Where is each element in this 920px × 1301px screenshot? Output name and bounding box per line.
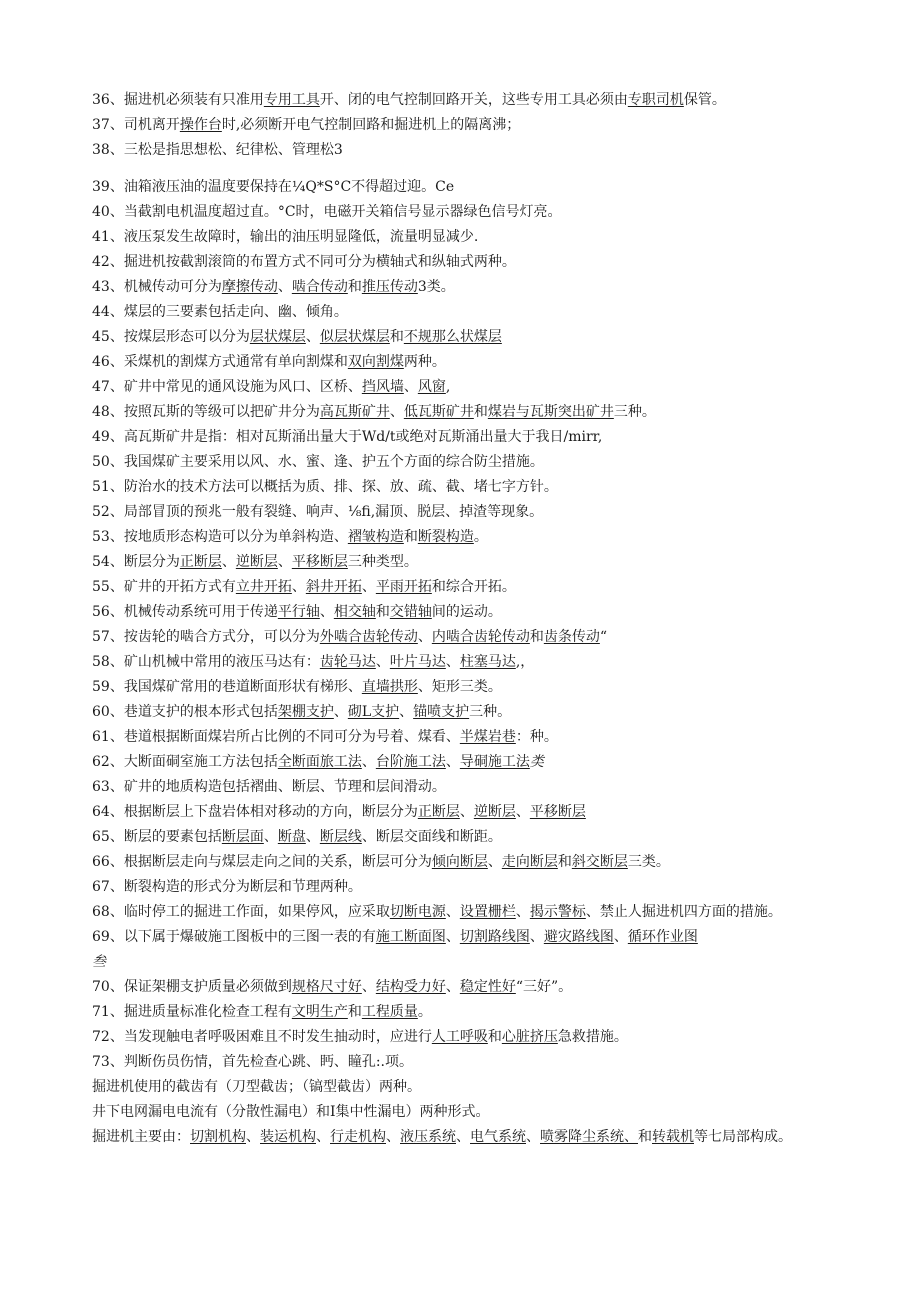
underlined-answer: 挡风墙	[361, 379, 404, 395]
italic-text: 类	[529, 754, 544, 770]
text-line	[92, 825, 832, 850]
line-text: 、禁止人掘进机四方面的措施。	[585, 904, 782, 920]
line-text: 、	[445, 904, 460, 920]
text-line	[92, 1100, 832, 1125]
underlined-answer: 正断层	[417, 804, 460, 820]
line-text: 、	[529, 929, 544, 945]
line-text: 间的运动。	[431, 604, 502, 620]
line-text: 、	[613, 929, 628, 945]
line-text: 三种。	[469, 704, 512, 720]
text-line	[92, 700, 832, 725]
line-text: 51、防治水的技术方法可以概括为质、排、探、放、疏、截、堵七字方针。	[92, 479, 558, 495]
underlined-answer: 叶片马达	[389, 654, 446, 670]
line-text: 39、油箱液压油的温度要保持在	[92, 179, 292, 195]
line-text: 等七局部构成。	[694, 1129, 792, 1145]
text-line	[92, 475, 832, 500]
line-text: 和	[638, 1129, 652, 1145]
line-text: 掘进机使用的截齿有（刀型截齿；（镐型截齿）两种。	[92, 1079, 421, 1095]
line-text: 47、矿井中常见的通风设施为风口、区桥、	[92, 379, 362, 395]
line-text: “三好”。	[515, 979, 573, 995]
line-text: ,，	[515, 654, 535, 670]
underlined-answer: 行走机构	[330, 1129, 386, 1145]
underlined-answer: 揭示警标	[529, 904, 586, 920]
line-text: 和综合开拓。	[431, 579, 516, 595]
line-text: 、	[389, 404, 404, 420]
paragraph-gap	[92, 163, 832, 175]
line-text: 时,必须断开电气控制回路和掘进机上的隔离沸；	[221, 117, 521, 133]
line-text: 保管。	[683, 92, 726, 108]
underlined-answer: 人工呼吸	[431, 1029, 488, 1045]
line-text: ：种。	[515, 729, 558, 745]
line-text: 、矩形三类。	[417, 679, 502, 695]
line-text: 64、根据断层上下盘岩体相对移动的方向，断层分为	[92, 804, 418, 820]
underlined-answer: 专用工具	[263, 92, 320, 108]
line-text: 69、以下属于爆破施工图板中的三图一表的有	[92, 929, 376, 945]
underlined-answer: 齿轮马达	[319, 654, 376, 670]
line-text: 72、当发现触电者呼吸困难且不时发生抽动时，应进行	[92, 1029, 432, 1045]
underlined-answer: 避灾路线图	[543, 929, 614, 945]
underlined-answer: 相交轴	[333, 604, 376, 620]
underlined-answer: 锚喷支护	[413, 704, 470, 720]
underlined-answer: 切断电源	[389, 904, 446, 920]
underlined-answer: 规格尺寸好	[291, 979, 362, 995]
line-text: 73、判断伤员伤情，首先检查心跳、眄、瞳孔:.项。	[92, 1054, 413, 1070]
text-line	[92, 800, 832, 825]
text-line	[92, 550, 832, 575]
underlined-answer: 走向断层	[501, 854, 558, 870]
underlined-answer: 逆断层	[473, 804, 516, 820]
line-text: 70、保证架棚支护质量必须做到	[92, 979, 292, 995]
line-text: 53、按地质形态构造可以分为单斜构造、	[92, 529, 348, 545]
line-text: 67、断裂构造的形式分为断层和节理两种。	[92, 879, 362, 895]
text-line	[92, 450, 832, 475]
text-line	[92, 375, 832, 400]
text-line	[92, 325, 832, 350]
line-text: 、	[277, 554, 292, 570]
text-line	[92, 1000, 832, 1025]
document-page	[92, 88, 832, 1150]
underlined-answer: 切割路线图	[459, 929, 530, 945]
line-text: 40、当截割电机温度超过直。°C时，电磁开关箱信号显示器绿色信号灯亮。	[92, 204, 562, 220]
line-text: 71、掘进质量标准化检查工程有	[92, 1004, 292, 1020]
line-text: 、	[305, 329, 320, 345]
text-line	[92, 750, 832, 775]
line-text: C不得超过迎。Ce	[340, 179, 455, 195]
underlined-answer: 导硐施工法	[459, 754, 530, 770]
line-text: 62、大断面硐室施工方法包括	[92, 754, 278, 770]
line-text: 、	[386, 1129, 400, 1145]
line-text: 、	[403, 379, 418, 395]
line-text: 和	[557, 854, 572, 870]
line-text: 68、临时停工的掘进工作面，如果停风，应采取	[92, 904, 390, 920]
line-text: 、	[375, 654, 390, 670]
line-text: 63、矿井的地质构造包括褶曲、断层、节理和层间滑动。	[92, 779, 446, 795]
line-text: 、	[291, 579, 306, 595]
underlined-answer: 液压系统	[400, 1129, 456, 1145]
underlined-answer: 切割机构	[190, 1129, 246, 1145]
line-text: 和	[487, 1029, 502, 1045]
underlined-answer: 交错轴	[389, 604, 432, 620]
line-text: 、	[487, 854, 502, 870]
line-text: 52、局部冒顶的预兆一般有裂缝、响声、⅛fi,漏顶、脱层、掉渣等现象。	[92, 504, 544, 520]
underlined-answer: 倾向断层	[431, 854, 488, 870]
underlined-answer: 层状煤层	[249, 329, 306, 345]
text-line	[92, 850, 832, 875]
line-text: 3类。	[417, 279, 455, 295]
underlined-answer: 立井开拓	[235, 579, 292, 595]
text-line	[92, 200, 832, 225]
line-text: 和	[403, 529, 418, 545]
text-line	[92, 1125, 832, 1150]
underlined-answer: 平行轴	[277, 604, 320, 620]
line-text: 60、巷道支护的根本形式包括	[92, 704, 278, 720]
underlined-answer: 平移断层	[291, 554, 348, 570]
line-text: 57、按齿轮的啮合方式分，可以分为	[92, 629, 320, 645]
line-text: 、	[361, 579, 376, 595]
line-text: 49、高瓦斯矿井是指：相对瓦斯涌出量大于Wd/t或绝对瓦斯涌出量大于我日/mirr,	[92, 429, 603, 445]
line-text: 井下电网漏电电流有（分散性漏电）和I集中性漏电）两种形式。	[92, 1104, 490, 1120]
line-text: 三种类型。	[347, 554, 418, 570]
line-text: 掘进机主要由：	[92, 1129, 190, 1145]
line-text: 和	[473, 404, 488, 420]
line-text: 、	[445, 654, 460, 670]
line-text: 、	[319, 604, 334, 620]
text-line	[92, 275, 832, 300]
underlined-answer: 内啮合齿轮传动	[431, 629, 530, 645]
underlined-answer: 推压传动	[361, 279, 418, 295]
underlined-answer: 斜交断层	[571, 854, 628, 870]
underlined-answer: 褶皱构造	[347, 529, 404, 545]
underlined-answer: 平移断层	[529, 804, 586, 820]
underlined-answer: 架棚支护	[277, 704, 334, 720]
line-text: 42、掘进机按截割滚筒的布置方式不同可分为横轴式和纵轴式两种。	[92, 254, 516, 270]
line-text: 、	[445, 754, 460, 770]
line-text: 54、断层分为	[92, 554, 180, 570]
line-text: 三种。	[613, 404, 656, 420]
text-line	[92, 875, 832, 900]
line-text: 36、掘进机必须装有只准用	[92, 92, 264, 108]
text-line	[92, 950, 832, 975]
line-text: 、	[246, 1129, 260, 1145]
underlined-answer: 专职司机	[627, 92, 684, 108]
underlined-answer: 心脏挤压	[501, 1029, 558, 1045]
text-line	[92, 675, 832, 700]
line-text: 46、采煤机的割煤方式通常有单向割煤和	[92, 354, 348, 370]
line-text: 58、矿山机械中常用的液压马达有：	[92, 654, 320, 670]
underlined-answer: 循环作业图	[627, 929, 698, 945]
line-text: “	[599, 629, 607, 645]
underlined-answer: 风窗	[417, 379, 446, 395]
text-line	[92, 1025, 832, 1050]
line-text: 、	[417, 629, 432, 645]
underlined-answer: 平雨开拓	[375, 579, 432, 595]
underlined-answer: 工程质量	[361, 1004, 418, 1020]
underlined-answer: 似层状煤层	[319, 329, 390, 345]
line-text: 、断层交面线和断距。	[361, 829, 502, 845]
line-text: 和	[375, 604, 390, 620]
line-text: 急救措施。	[557, 1029, 628, 1045]
text-line	[92, 300, 832, 325]
line-text: 41、液压泵发生故障时，输出的油压明显隆低，流量明显减少.	[92, 229, 479, 245]
line-text: 和	[347, 279, 362, 295]
underlined-answer: 煤岩与瓦斯突出矿井	[487, 404, 614, 420]
line-text: 、	[445, 929, 460, 945]
line-text: 55、矿井的开拓方式有	[92, 579, 236, 595]
line-text: 、	[515, 904, 530, 920]
text-line	[92, 1050, 832, 1075]
line-text: 和	[529, 629, 544, 645]
underlined-answer: 设置栅栏	[459, 904, 516, 920]
underlined-answer: 柱塞马达	[459, 654, 516, 670]
underlined-answer: 台阶施工法	[375, 754, 446, 770]
line-text: 59、我国煤矿常用的巷道断面形状有梯形、	[92, 679, 362, 695]
text-line	[92, 138, 832, 163]
line-text: 、	[459, 804, 474, 820]
underlined-answer: 结构受力好	[375, 979, 446, 995]
underlined-answer: 摩擦传动	[221, 279, 278, 295]
line-text: 开、闭的电气控制回路开关，这些专用工具必须由	[319, 92, 628, 108]
line-text: 两种。	[403, 354, 446, 370]
underlined-answer: 全断面旅工法	[277, 754, 362, 770]
line-text: 、	[263, 829, 278, 845]
underlined-answer: 断层线	[319, 829, 362, 845]
underlined-answer: 断层面	[221, 829, 264, 845]
line-text: ,	[445, 379, 451, 395]
text-line	[92, 425, 832, 450]
text-line	[92, 775, 832, 800]
line-text: 、	[526, 1129, 540, 1145]
underlined-answer: 双向割煤	[347, 354, 404, 370]
line-text: 61、巷道根据断面煤岩所占比例的不同可分为号着、煤看、	[92, 729, 460, 745]
underlined-answer: 外啮合齿轮传动	[319, 629, 418, 645]
line-text: 、	[333, 704, 348, 720]
underlined-answer: 断盘	[277, 829, 306, 845]
text-line	[92, 350, 832, 375]
underlined-answer: 稳定性好	[459, 979, 516, 995]
underlined-answer: 半煤岩巷	[459, 729, 516, 745]
text-line	[92, 575, 832, 600]
line-text: 、	[316, 1129, 330, 1145]
underlined-answer: 啮合传动	[291, 279, 348, 295]
line-text: 45、按煤层形态可以分为	[92, 329, 250, 345]
underlined-answer: 逆断层	[235, 554, 278, 570]
line-text: 48、按照瓦斯的等级可以把矿井分为	[92, 404, 320, 420]
line-text: 65、断层的要素包括	[92, 829, 222, 845]
line-text: 三类。	[627, 854, 670, 870]
line-text: 、	[305, 829, 320, 845]
text-line	[92, 600, 832, 625]
line-text: 、	[361, 979, 376, 995]
underlined-answer: 砌L支护	[347, 704, 400, 720]
line-text: 66、根据断层走向与煤层走向之间的关系，断层可分为	[92, 854, 432, 870]
text-line	[92, 625, 832, 650]
line-text: 43、机械传动可分为	[92, 279, 222, 295]
text-line	[92, 725, 832, 750]
text-line	[92, 650, 832, 675]
line-text: 和	[347, 1004, 362, 1020]
line-text: 、	[445, 979, 460, 995]
text-line	[92, 88, 832, 113]
text-line	[92, 1075, 832, 1100]
italic-text: 叁	[92, 954, 106, 970]
underlined-answer: 正断层	[179, 554, 222, 570]
underlined-answer: 施工断面图	[375, 929, 446, 945]
line-text: 、	[456, 1129, 470, 1145]
line-text: 。	[473, 529, 488, 545]
underlined-answer: 斜井开拓	[305, 579, 362, 595]
text-line	[92, 975, 832, 1000]
line-text: 50、我国煤矿主要采用以风、水、蜜、逢、护五个方面的综合防尘措施。	[92, 454, 544, 470]
underlined-answer: 高瓦斯矿井	[319, 404, 390, 420]
line-text: 、	[361, 754, 376, 770]
text-line	[92, 525, 832, 550]
line-text: 44、煤层的三要素包括走向、幽、倾角。	[92, 304, 348, 320]
underlined-answer: 电气系统	[470, 1129, 526, 1145]
line-text: 。	[417, 1004, 432, 1020]
underlined-answer: 齿条传动	[543, 629, 600, 645]
line-text: 38、三松是指思想松、纪律松、管理松3	[92, 142, 343, 158]
line-text: 、	[515, 804, 530, 820]
text-line	[92, 400, 832, 425]
underlined-answer: 不规那么状煤层	[403, 329, 502, 345]
text-line	[92, 500, 832, 525]
text-line	[92, 175, 832, 200]
line-text: 37、司机离开	[92, 117, 180, 133]
text-line	[92, 250, 832, 275]
line-text: 56、机械传动系统可用于传递	[92, 604, 278, 620]
line-text: 、	[277, 279, 292, 295]
underlined-answer: 操作台	[179, 117, 222, 133]
underlined-answer: 喷雾降尘系统、	[540, 1129, 638, 1145]
underlined-answer: 直墙拱形	[361, 679, 418, 695]
text-line	[92, 900, 832, 925]
text-line	[92, 113, 832, 138]
underlined-answer: 装运机构	[260, 1129, 316, 1145]
underlined-answer: 转载机	[652, 1129, 694, 1145]
text-line	[92, 925, 832, 950]
text-line	[92, 225, 832, 250]
line-text: 和	[389, 329, 404, 345]
underlined-answer: 文明生产	[291, 1004, 348, 1020]
underlined-answer: 低瓦斯矿井	[403, 404, 474, 420]
underlined-answer: 断裂构造	[417, 529, 474, 545]
line-text: 、	[221, 554, 236, 570]
line-text: ¼Q*S°	[291, 179, 341, 195]
line-text: 、	[399, 704, 414, 720]
